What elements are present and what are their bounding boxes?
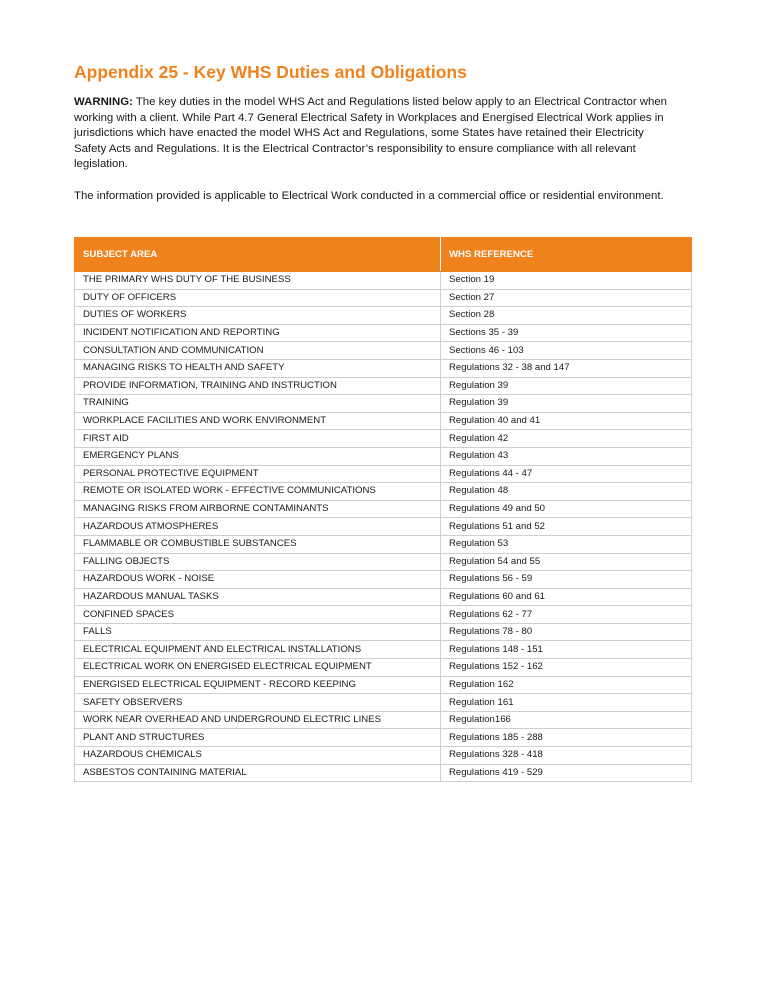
- subject-area-cell: HAZARDOUS ATMOSPHERES: [75, 518, 441, 536]
- table-row: [75, 342, 692, 360]
- whs-reference-cell: Regulations 60 and 61: [441, 588, 692, 606]
- whs-reference-cell: Regulation 161: [441, 694, 692, 712]
- whs-duties-table: [74, 237, 692, 782]
- whs-reference-cell: Regulations 51 and 52: [441, 518, 692, 536]
- whs-reference-cell: Regulations 78 - 80: [441, 623, 692, 641]
- subject-area-cell: CONSULTATION AND COMMUNICATION: [75, 342, 441, 360]
- whs-reference-cell: Section 28: [441, 307, 692, 325]
- table-row: [75, 324, 692, 342]
- subject-area-cell: DUTIES OF WORKERS: [75, 307, 441, 325]
- table-row: [75, 588, 692, 606]
- whs-reference-cell: Regulations 185 - 288: [441, 729, 692, 747]
- whs-reference-cell: Regulations 152 - 162: [441, 659, 692, 677]
- table-row: [75, 623, 692, 641]
- info-paragraph: The information provided is applicable to Electrical Work conducted in a commercial office or residential environment.: [74, 190, 664, 202]
- subject-area-cell: FIRST AID: [75, 430, 441, 448]
- whs-reference-cell: Sections 35 - 39: [441, 324, 692, 342]
- table-row: [75, 571, 692, 589]
- subject-area-cell: WORK NEAR OVERHEAD AND UNDERGROUND ELECTRIC LINES: [75, 711, 441, 729]
- whs-reference-cell: Regulation 42: [441, 430, 692, 448]
- subject-area-cell: ASBESTOS CONTAINING MATERIAL: [75, 764, 441, 782]
- table-row: [75, 553, 692, 571]
- table-row: [75, 641, 692, 659]
- whs-reference-cell: Regulation 162: [441, 676, 692, 694]
- table-row: [75, 483, 692, 501]
- warning-paragraph: [74, 95, 674, 173]
- whs-reference-cell: Regulations 62 - 77: [441, 606, 692, 624]
- table-row: [75, 412, 692, 430]
- table-header-row: [75, 238, 692, 272]
- whs-reference-cell: Regulation 53: [441, 535, 692, 553]
- whs-reference-cell: Regulations 328 - 418: [441, 747, 692, 765]
- subject-area-cell: ELECTRICAL WORK ON ENERGISED ELECTRICAL EQUIPMENT: [75, 659, 441, 677]
- table-body: [75, 272, 692, 782]
- subject-area-cell: DUTY OF OFFICERS: [75, 289, 441, 307]
- whs-reference-cell: Regulation 48: [441, 483, 692, 501]
- subject-area-cell: PROVIDE INFORMATION, TRAINING AND INSTRUCTION: [75, 377, 441, 395]
- subject-area-cell: MANAGING RISKS FROM AIRBORNE CONTAMINANTS: [75, 500, 441, 518]
- whs-reference-cell: Regulation 39: [441, 377, 692, 395]
- whs-reference-cell: Regulation 43: [441, 447, 692, 465]
- whs-reference-cell: Regulation 54 and 55: [441, 553, 692, 571]
- table-row: [75, 659, 692, 677]
- table-row: [75, 500, 692, 518]
- whs-reference-cell: Regulations 56 - 59: [441, 571, 692, 589]
- subject-area-cell: HAZARDOUS CHEMICALS: [75, 747, 441, 765]
- whs-reference-cell: Regulation 40 and 41: [441, 412, 692, 430]
- warning-text: The key duties in the model WHS Act and Regulations listed below apply to an Electrical Contractor when working with a client. While Part 4.7 General Electrical Safety in Workplaces and Energised Electrical Work applies in jurisdictions which have enacted the model WHS Act and Regulations, some States have retained their Electricity Safety Acts and Regulations. It is the Electrical Contractor’s responsibility to ensure compliance with all relevant legislation.: [74, 96, 668, 171]
- subject-area-cell: PERSONAL PROTECTIVE EQUIPMENT: [75, 465, 441, 483]
- table-row: [75, 395, 692, 413]
- subject-area-cell: ENERGISED ELECTRICAL EQUIPMENT - RECORD KEEPING: [75, 676, 441, 694]
- table-row: [75, 518, 692, 536]
- table-row: [75, 711, 692, 729]
- table-row: [75, 465, 692, 483]
- table-row: [75, 694, 692, 712]
- table-row: [75, 359, 692, 377]
- subject-area-cell: TRAINING: [75, 395, 441, 413]
- whs-reference-cell: Section 19: [441, 272, 692, 290]
- whs-reference-cell: Regulations 49 and 50: [441, 500, 692, 518]
- whs-reference-cell: Regulations 419 - 529: [441, 764, 692, 782]
- table-row: [75, 289, 692, 307]
- table-row: [75, 747, 692, 765]
- warning-label: WARNING:: [74, 96, 133, 108]
- subject-area-cell: FALLING OBJECTS: [75, 553, 441, 571]
- table-row: [75, 676, 692, 694]
- table-row: [75, 764, 692, 782]
- subject-area-cell: SAFETY OBSERVERS: [75, 694, 441, 712]
- whs-reference-cell: Regulations 44 - 47: [441, 465, 692, 483]
- table-row: [75, 606, 692, 624]
- subject-area-cell: ELECTRICAL EQUIPMENT AND ELECTRICAL INSTALLATIONS: [75, 641, 441, 659]
- subject-area-cell: PLANT AND STRUCTURES: [75, 729, 441, 747]
- table-row: [75, 430, 692, 448]
- subject-area-cell: EMERGENCY PLANS: [75, 447, 441, 465]
- table-row: [75, 377, 692, 395]
- subject-area-cell: INCIDENT NOTIFICATION AND REPORTING: [75, 324, 441, 342]
- table-row: [75, 535, 692, 553]
- whs-reference-cell: Sections 46 - 103: [441, 342, 692, 360]
- whs-reference-cell: Section 27: [441, 289, 692, 307]
- subject-area-cell: CONFINED SPACES: [75, 606, 441, 624]
- whs-reference-cell: Regulation166: [441, 711, 692, 729]
- subject-area-cell: WORKPLACE FACILITIES AND WORK ENVIRONMENT: [75, 412, 441, 430]
- table-row: [75, 307, 692, 325]
- subject-area-cell: HAZARDOUS MANUAL TASKS: [75, 588, 441, 606]
- whs-reference-cell: Regulations 148 - 151: [441, 641, 692, 659]
- table-row: [75, 447, 692, 465]
- subject-area-cell: HAZARDOUS WORK - NOISE: [75, 571, 441, 589]
- whs-reference-cell: Regulations 32 - 38 and 147: [441, 359, 692, 377]
- subject-area-cell: FLAMMABLE OR COMBUSTIBLE SUBSTANCES: [75, 535, 441, 553]
- header-whs-reference: WHS REFERENCE: [441, 238, 692, 272]
- table-row: [75, 729, 692, 747]
- subject-area-cell: FALLS: [75, 623, 441, 641]
- subject-area-cell: THE PRIMARY WHS DUTY OF THE BUSINESS: [75, 272, 441, 290]
- header-subject-area: SUBJECT AREA: [75, 238, 441, 272]
- subject-area-cell: MANAGING RISKS TO HEALTH AND SAFETY: [75, 359, 441, 377]
- table-row: [75, 272, 692, 290]
- page-title: Appendix 25 - Key WHS Duties and Obligations: [74, 62, 467, 82]
- subject-area-cell: REMOTE OR ISOLATED WORK - EFFECTIVE COMMUNICATIONS: [75, 483, 441, 501]
- whs-reference-cell: Regulation 39: [441, 395, 692, 413]
